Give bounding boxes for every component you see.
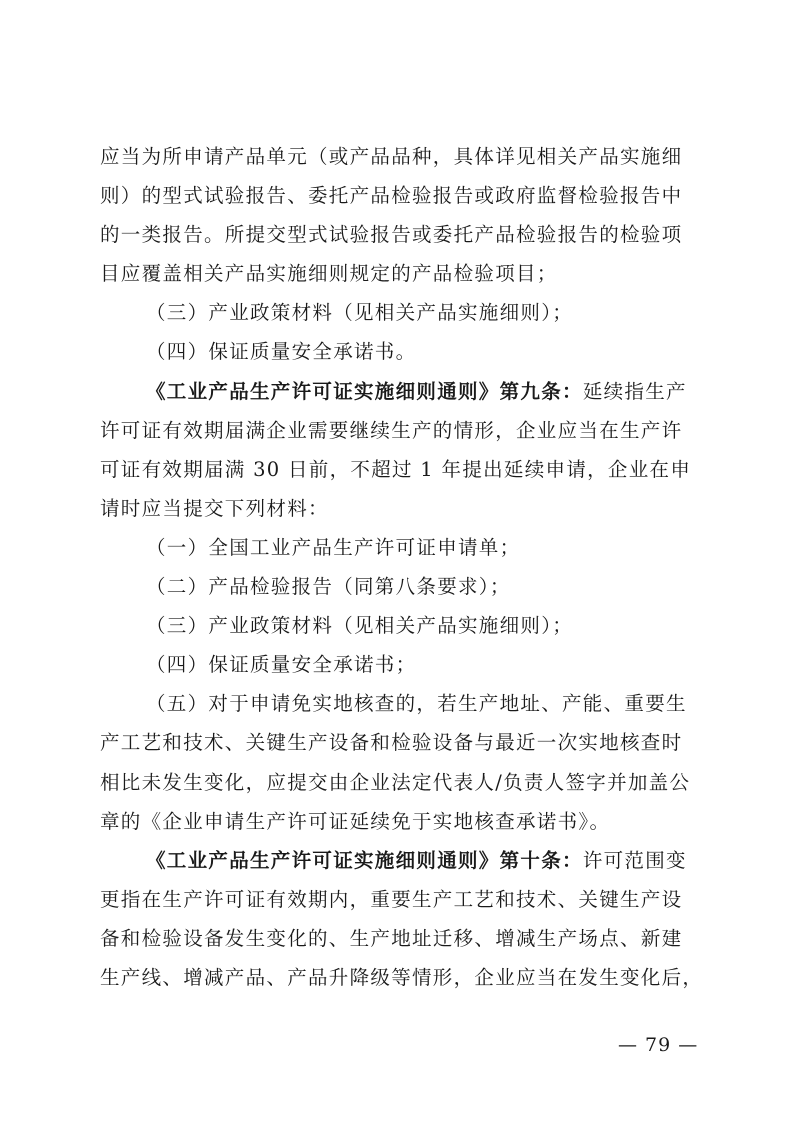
- text-line: [100, 411, 694, 450]
- text-line: [100, 645, 694, 684]
- line-text: 相比未发生变化，应提交由企业法定代表人/负责人签字并加盖公: [100, 770, 691, 794]
- text-line: [100, 606, 694, 645]
- text-line: [100, 919, 694, 958]
- text-line: [100, 332, 694, 371]
- text-line: [100, 176, 694, 215]
- text-line: [100, 372, 694, 411]
- line-text: 请时应当提交下列材料：: [100, 496, 329, 520]
- text-line: [100, 723, 694, 762]
- text-line: [100, 293, 694, 332]
- line-text: 产工艺和技术、关键生产设备和检验设备与最近一次实地核查时: [100, 731, 683, 755]
- line-text: 许可证有效期届满企业需要继续生产的情形，企业应当在生产许: [100, 418, 683, 442]
- body-text: [100, 137, 704, 997]
- line-text: （四）保证质量安全承诺书。: [146, 340, 417, 364]
- text-line: [100, 958, 704, 997]
- line-text: （四）保证质量安全承诺书；: [146, 653, 417, 677]
- line-text: 目应覆盖相关产品实施细则规定的产品检验项目；: [100, 262, 558, 286]
- line-text: 备和检验设备发生变化的、生产地址迁移、增减生产场点、新建: [100, 926, 683, 950]
- text-line: [100, 802, 694, 841]
- text-line: [100, 684, 694, 723]
- text-line: [100, 489, 694, 528]
- line-text: 的一类报告。所提交型式试验报告或委托产品检验报告的检验项: [100, 223, 683, 247]
- text-line: [100, 450, 694, 489]
- text-line: [100, 254, 694, 293]
- line-text: （一）全国工业产品生产许可证申请单；: [146, 535, 521, 559]
- text-line: [100, 567, 694, 606]
- line-text: 可证有效期届满 30 日前，不超过 1 年提出延续申请，企业在申: [100, 457, 692, 481]
- text-line: [100, 528, 694, 567]
- article-heading: 《工业产品生产许可证实施细则通则》第九条：: [146, 379, 583, 403]
- text-line: [100, 137, 694, 176]
- line-text: （二）产品检验报告（同第八条要求）；: [146, 575, 511, 599]
- text-line: [100, 763, 694, 802]
- line-text: （三）产业政策材料（见相关产品实施细则）；: [146, 301, 574, 325]
- line-text: （五）对于申请免实地核查的，若生产地址、产能、重要生: [146, 692, 687, 716]
- line-text: 生产线、增减产品、产品升降级等情形，企业应当在发生变化后，: [100, 965, 704, 989]
- line-text: 章的《企业申请生产许可证延续免于实地核查承诺书》。: [100, 809, 611, 833]
- text-line: [100, 880, 694, 919]
- line-text: （三）产业政策材料（见相关产品实施细则）；: [146, 614, 574, 638]
- line-text: 许可范围变: [582, 848, 687, 872]
- text-line: [100, 841, 694, 880]
- line-text: 延续指生产: [582, 379, 687, 403]
- text-line: [100, 215, 694, 254]
- line-text: 应当为所申请产品单元（或产品品种，具体详见相关产品实施细: [100, 145, 683, 168]
- line-text: 更指在生产许可证有效期内，重要生产工艺和技术、关键生产设: [100, 887, 683, 911]
- page-number: — 79 —: [618, 1034, 699, 1056]
- article-heading: 《工业产品生产许可证实施细则通则》第十条：: [146, 848, 583, 872]
- line-text: 则）的型式试验报告、委托产品检验报告或政府监督检验报告中: [100, 184, 683, 208]
